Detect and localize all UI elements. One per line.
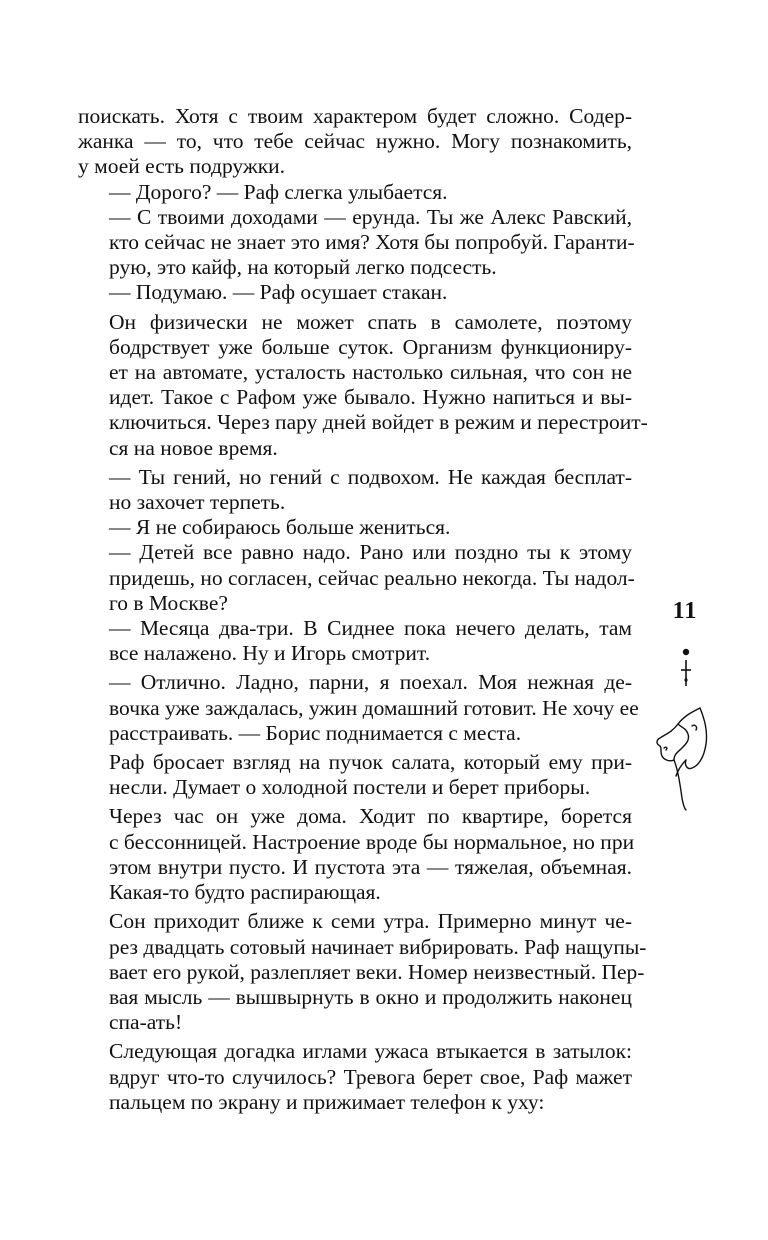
text-line: поискать. Хотя с твоим характером будет сложно. Содер- [78,104,632,128]
text-line: вает его рукой, разлепляет веки. Номер неизвестный. Пер- [109,959,645,984]
text-line: кто сейчас не знает это имя? Хотя бы попробуй. Гаранти- [109,230,635,255]
text-line: этом внутри пусто. И пустота эта — тяжелая, объемная. [109,854,632,879]
text-line: ключиться. Через пару дней войдет в режим и перестроит- [109,410,648,435]
text-line: несли. Думает о холодной постели и берет приборы. [109,775,591,800]
text-line: расстраивать. — Борис поднимается с места. [109,720,522,745]
paragraph [78,616,632,666]
text-line: вочка уже заждалась, ужин домашний готовит. Не хочу ее [109,695,639,720]
text-line: — Ты гений, но гений с подвохом. Не каждая бесплат- [109,464,632,489]
paragraph [78,1039,632,1115]
paragraph [78,104,632,180]
text-line: Следующая догадка иглами ужаса втыкается в затылок: [109,1039,632,1064]
text-line: все налажено. Ну и Игорь смотрит. [109,641,431,666]
text-line: вдруг что-то случилось? Тревога берет свое, Раф мажет [109,1064,632,1089]
text-line: Какая-то будто распирающая. [109,880,381,905]
text-line: пальцем по экрану и прижимает телефон к уху: [109,1089,545,1114]
text-line: спа-ать! [109,1010,183,1035]
text-line: — Месяца два-три. В Сиднее пока нечего делать, там [109,616,632,641]
text-line: бодрствует уже больше суток. Организм функциониру- [109,334,632,359]
text-line: — Я не собираюсь больше жениться. [109,515,451,540]
paragraph [78,670,639,746]
paragraph [78,465,632,515]
paragraph [78,804,635,905]
text-line: — Детей все равно надо. Рано или поздно ты к этому [109,540,632,565]
face-profile-sketch-icon [652,704,712,812]
text-line: придешь, но согласен, сейчас реально некогда. Ты надол- [109,565,635,590]
text-line: рез двадцать сотовый начинает вибрировать. Раф нащупы- [109,934,647,959]
text-line: рую, это кайф, на который легко подсесть. [109,255,497,280]
text-line: Через час он уже дома. Ходит по квартире, борется [109,804,632,829]
text-line: Раф бросает взгляд на пучок салата, который ему при- [109,750,632,775]
text-line: идет. Такое с Рафом уже бывало. Нужно напиться и вы- [109,385,632,410]
text-line: но захочет терпеть. [109,490,286,515]
paragraph [78,280,632,305]
paragraph [78,180,632,205]
text-line: — Дорого? — Раф слегка улыбается. [109,179,448,204]
text-line: у моей есть подружки. [78,154,286,179]
paragraph [78,515,632,540]
paragraph [78,750,632,800]
text-line: го в Москве? [109,590,228,615]
paragraph [78,309,648,461]
paragraph [78,540,635,616]
text-line: Сон приходит ближе к семи утра. Примерно минут че- [109,909,632,934]
text-line: с бессонницей. Настроение вроде бы нормальное, но при [109,829,635,854]
dot-cross-ornament-icon [676,646,696,688]
text-line: вая мысль — вышвырнуть в окно и продолжить наконец [109,984,632,1009]
page-number: 11 [672,598,698,624]
text-line: — Подумаю. — Раф осушает стакан. [109,280,448,305]
text-line: ет на автомате, усталость настолько сильная, что сон не [109,360,632,385]
text-line: — С твоими доходами — ерунда. Ты же Алекс Равский, [109,204,632,229]
text-line: Он физически не может спать в самолете, поэтому [109,309,632,334]
text-line: жанка — то, что тебе сейчас нужно. Могу познакомить, [78,129,632,154]
paragraph [78,909,647,1035]
text-line: — Отлично. Ладно, парни, я поехал. Моя нежная де- [109,670,632,695]
text-line: ся на новое время. [109,435,278,460]
paragraph [78,204,635,281]
body-text [78,104,648,1115]
